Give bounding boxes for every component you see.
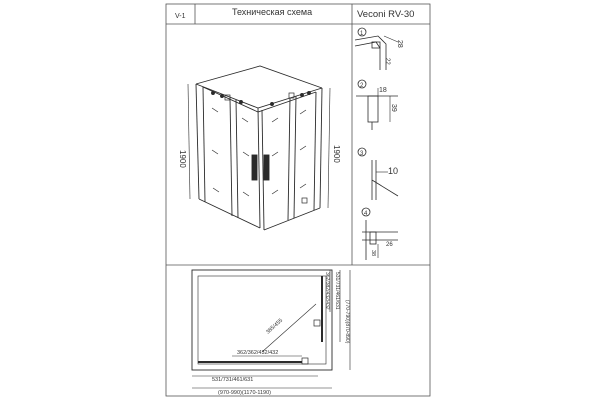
sheet-title: Техническая схема [232,7,313,17]
plan-bottom-outer: (970-990)(1170-1190) [218,390,271,396]
iso-right-door-edge-2 [294,96,296,218]
detail-4-dim-b: 38 [370,250,376,257]
iso-marker-3 [302,198,307,203]
detail-4-marker: 4 [364,211,368,217]
detail-4-dim-a: 26 [386,242,393,248]
iso-height-left: 1900 [178,150,187,168]
iso-right-post [320,88,322,208]
iso-left-post-inner [203,87,205,202]
iso-top-frame-inner [203,87,316,112]
iso-left-bottom [199,199,260,228]
iso-height-right: 1900 [332,145,341,163]
plan-door-diagonal: 385/455 [265,317,285,336]
detail-3-dim-a: 10 [388,166,399,176]
plan-right-inner-top: 362/382/432/432 [324,272,330,310]
iso-handle-left [252,155,257,180]
iso-dim-left [188,84,190,199]
plan-door-opening: 362/362/432/432 [237,350,279,356]
detail-2-dim-b: 39 [390,104,397,112]
plan-right-vertical-2: (770-790)(870-890) [344,300,350,344]
detail-3-marker: 3 [360,151,364,157]
iso-dim-right [328,88,330,208]
iso-right-post-inner [314,92,316,210]
iso-right-door-edge [288,98,290,220]
iso-left-door-edge [230,98,232,216]
detail-2-marker: 2 [360,83,364,89]
detail-1-dim-b: 22 [384,58,390,65]
detail-1-marker: 1 [360,31,364,37]
detail-1-dim-a: 28 [396,40,403,48]
sheet-code: V-1 [175,13,186,20]
iso-left-post [196,84,199,199]
iso-right-bottom [264,208,320,230]
iso-corner-post [258,108,260,228]
iso-top-frame-back [196,66,322,88]
iso-left-door-edge-2 [236,100,238,218]
model-name: Veconi RV-30 [357,9,415,20]
detail-4 [362,208,398,260]
plan-bottom-inner: 531/731/461/631 [212,377,254,383]
detail-2-dim-a: 18 [379,87,387,94]
iso-view [188,66,330,230]
plan-right-vertical-1: 531/731/461/631 [334,272,340,310]
title-block [166,4,430,24]
iso-handle-right [264,155,269,180]
